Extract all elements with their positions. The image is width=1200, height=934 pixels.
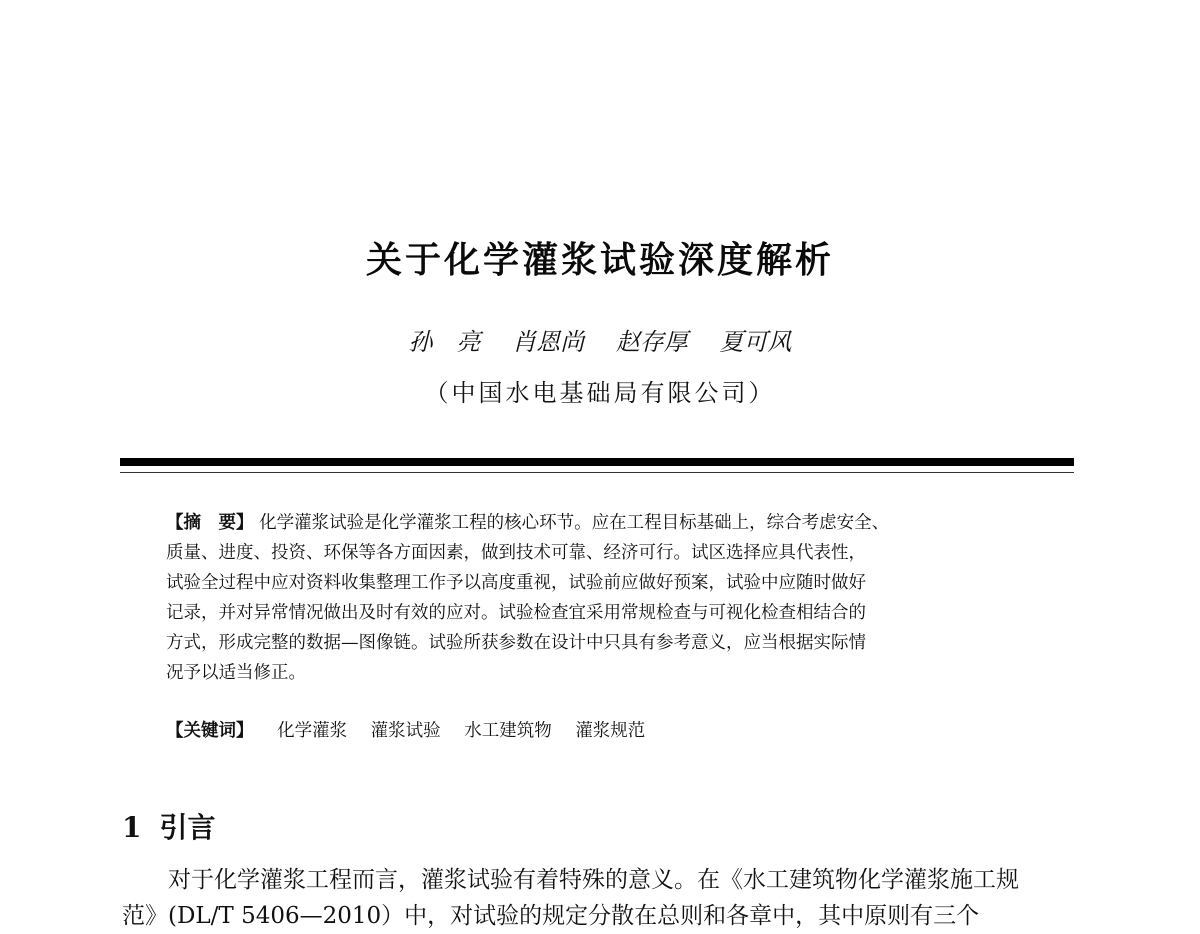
body-line: 对于化学灌浆工程而言，灌浆试验有着特殊的意义。在《水工建筑物化学灌浆施工规 xyxy=(168,867,1019,893)
section-title: 引言 xyxy=(159,811,216,844)
keyword: 灌浆试验 xyxy=(370,721,441,741)
abstract-text: 化学灌浆试验是化学灌浆工程的核心环节。应在工程目标基础上，综合考虑安全、 xyxy=(259,513,890,533)
body-line: 范》(DL/T 5406—2010）中，对试验的规定分散在总则和各章中，其中原则有三个 xyxy=(122,903,980,929)
abstract-line: 况予以适当修正。 xyxy=(166,663,306,683)
author-name: 夏可风 xyxy=(719,328,792,356)
author-name: 孙 亮 xyxy=(408,328,481,356)
abstract-line xyxy=(166,508,1036,538)
abstract-line: 方式，形成完整的数据—图像链。试验所获参数在设计中只具有参考意义，应当根据实际情 xyxy=(166,633,866,653)
keywords-label: 【关键词】 xyxy=(166,721,254,741)
header-rule-thin xyxy=(120,472,1074,473)
author-affiliation: （中国水电基础局有限公司） xyxy=(424,379,776,407)
header-rule-thick xyxy=(120,458,1074,466)
body-paragraph xyxy=(122,862,1082,934)
section-number: 1 xyxy=(122,811,142,844)
abstract-block xyxy=(166,508,1036,688)
abstract-line: 质量、进度、投资、环保等各方面因素，做到技术可靠、经济可行。试区选择应具代表性， xyxy=(166,543,866,563)
keywords-block xyxy=(166,716,1036,746)
abstract-label: 【摘 要】 xyxy=(166,513,254,533)
keyword: 化学灌浆 xyxy=(277,721,348,741)
abstract-line: 试验全过程中应对资料收集整理工作予以高度重视，试验前应做好预案，试验中应随时做好 xyxy=(166,573,866,593)
keyword: 灌浆规范 xyxy=(575,721,646,741)
abstract-line: 记录，并对异常情况做出及时有效的应对。试验检查宜采用常规检查与可视化检查相结合的 xyxy=(166,603,866,623)
keyword: 水工建筑物 xyxy=(464,721,552,741)
author-name: 赵存厚 xyxy=(615,328,688,356)
paper-title: 关于化学灌浆试验深度解析 xyxy=(365,240,834,281)
author-name: 肖恩尚 xyxy=(512,328,585,356)
author-list xyxy=(0,322,1200,357)
section-heading xyxy=(122,806,216,846)
